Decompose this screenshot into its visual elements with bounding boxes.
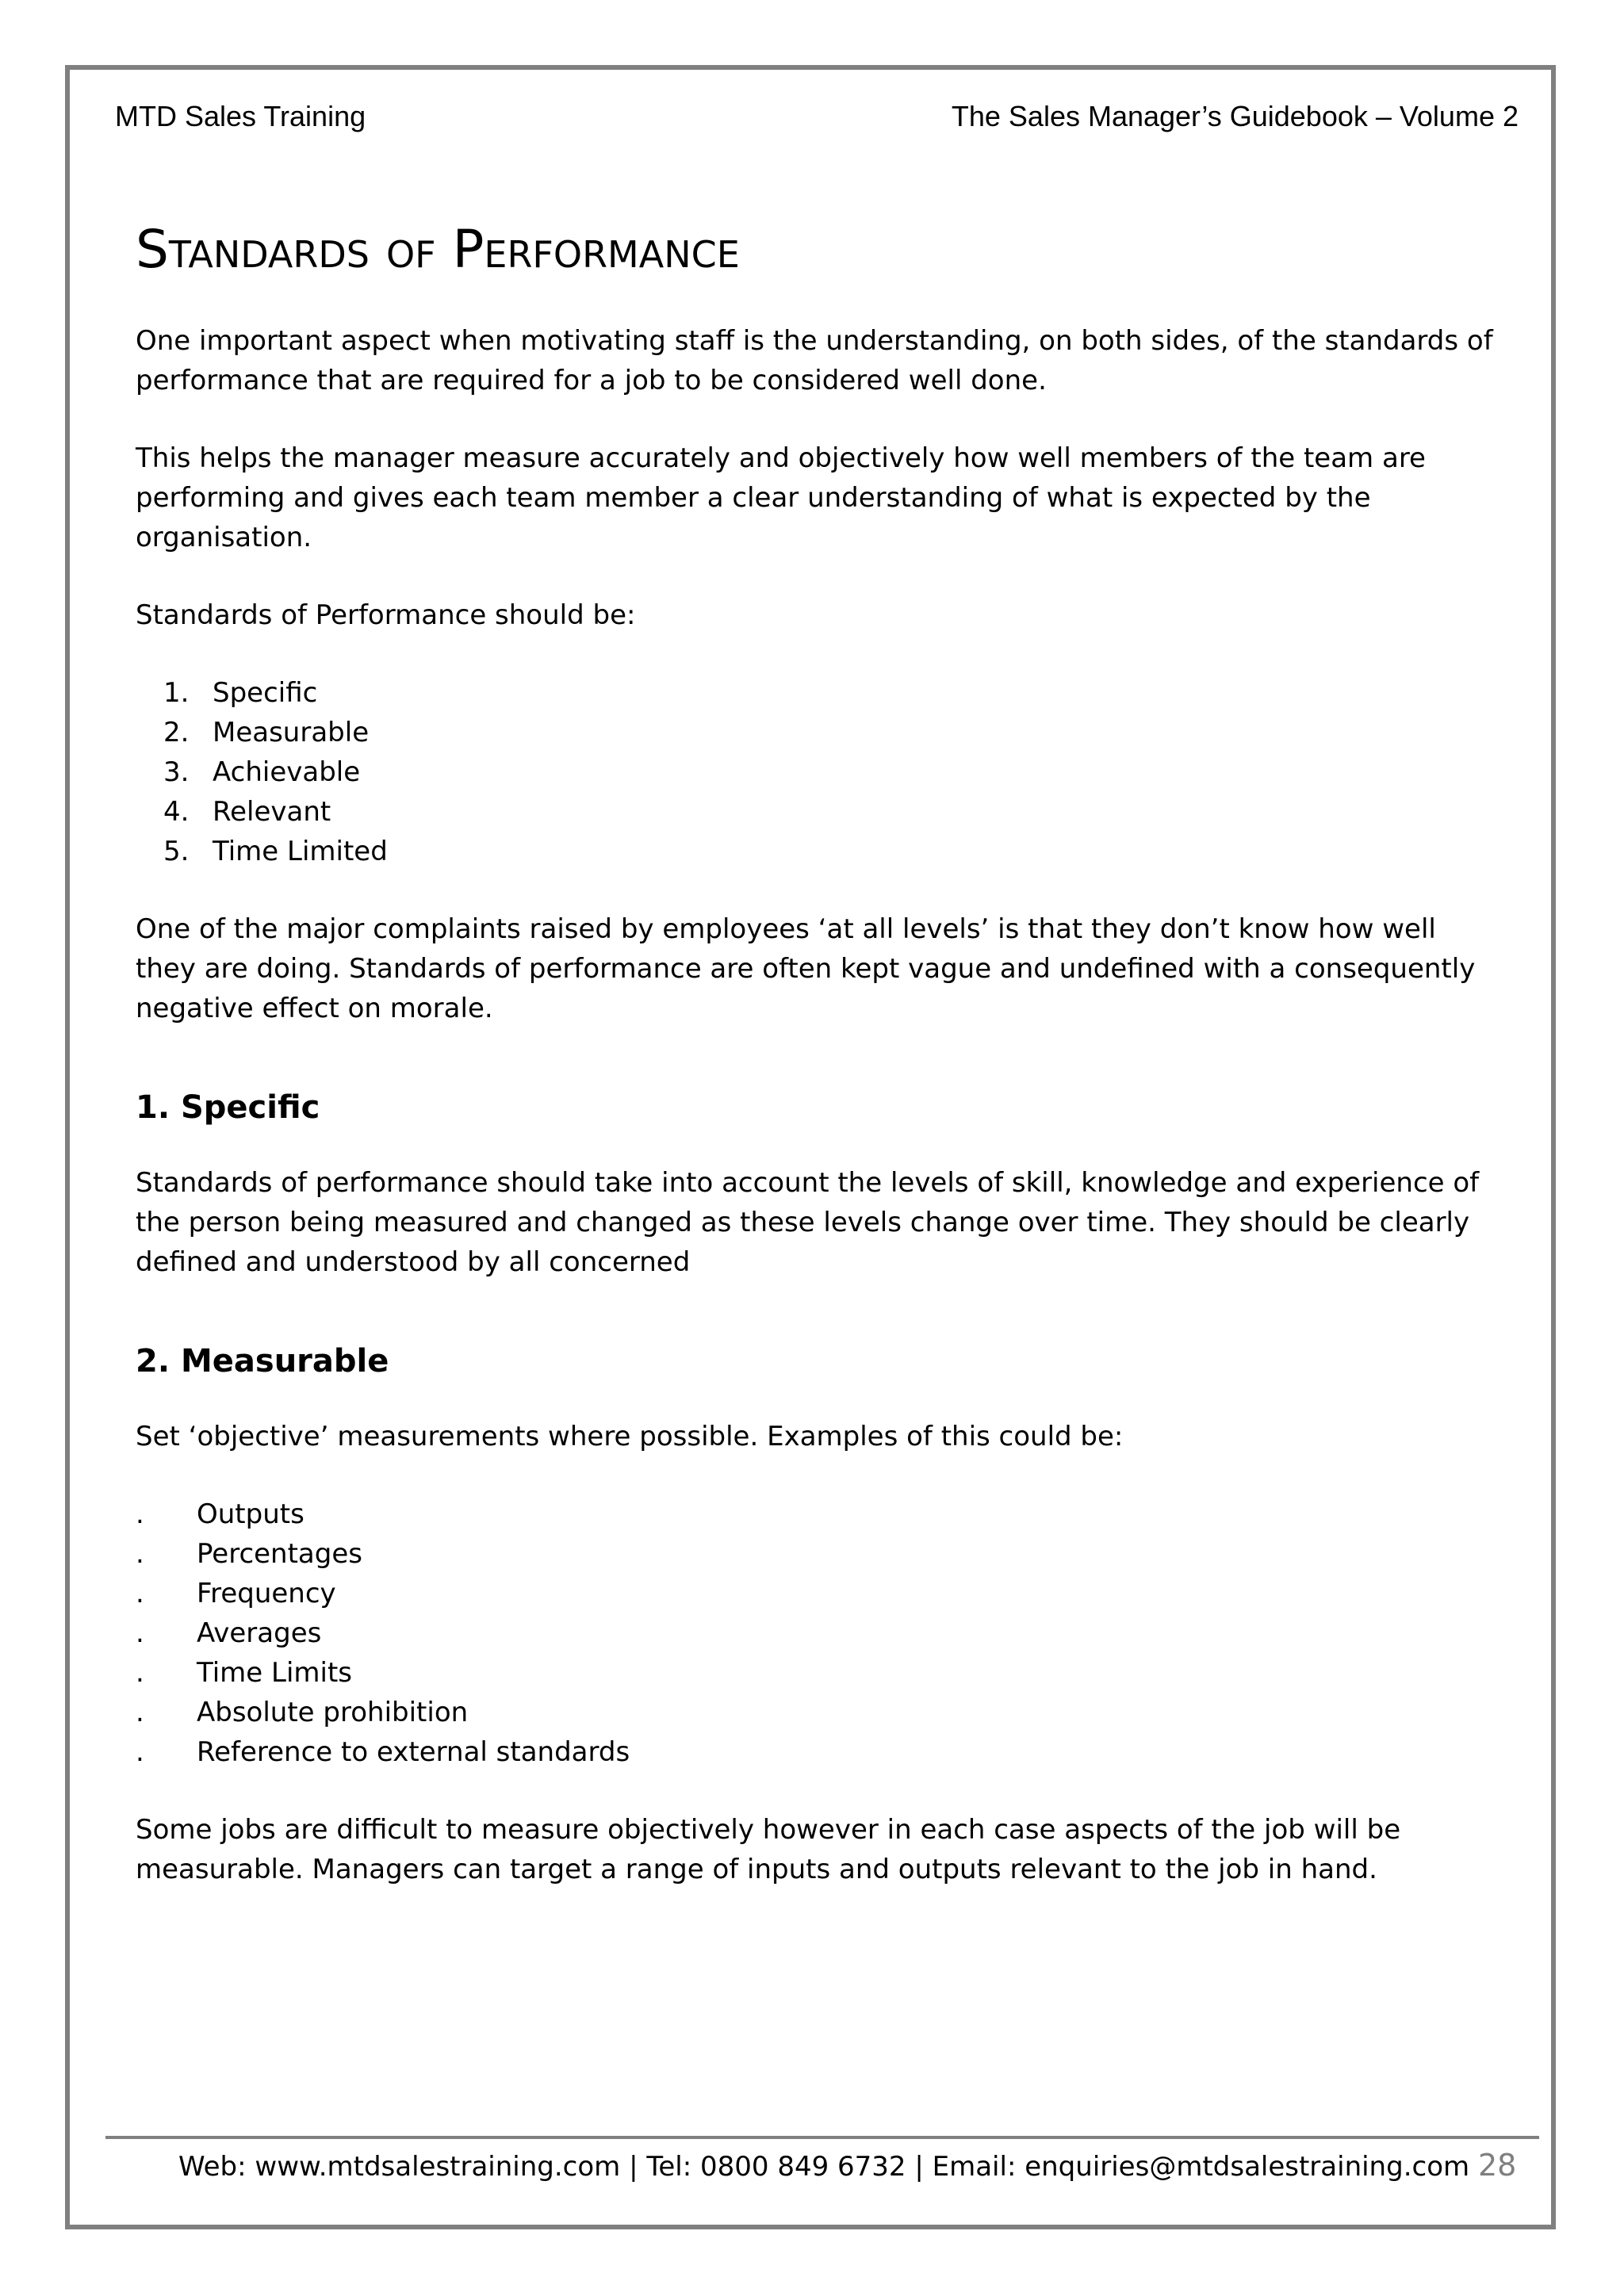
page-title: Standards of Performance — [136, 219, 740, 280]
measurable-closing-paragraph: Some jobs are difficult to measure objectively however in each case aspects of the job will be measurable. Managers can target a range of inputs and outputs relevant to the job in hand. — [136, 1814, 1401, 1885]
bullet-marker: . — [136, 1578, 144, 1609]
footer-contact-info: Web: www.mtdsalestraining.com | Tel: 0800 849 6732 | Email: enquiries@mtdsalestraining.com — [178, 2151, 1470, 2183]
bullet-marker: . — [136, 1617, 144, 1649]
list-item-label: Relevant — [213, 796, 331, 828]
bullet-marker: . — [136, 1498, 144, 1530]
list-item-number: 5. — [163, 836, 190, 867]
list-item-label: Specific — [213, 677, 318, 709]
section-heading-measurable: 2. Measurable — [136, 1343, 389, 1380]
list-item — [136, 1732, 1500, 1772]
bullet-marker: . — [136, 1697, 144, 1728]
page-content — [136, 214, 1500, 1927]
list-item — [136, 1653, 1500, 1693]
list-item-label: Achievable — [213, 756, 361, 788]
specific-paragraph: Standards of performance should take into account the levels of skill, knowledge and experience of the person being measured and changed as these levels change over time. They should be clearly defined and understood by all concerned — [136, 1167, 1480, 1278]
header-company-name: MTD Sales Training — [115, 100, 366, 132]
footer — [178, 2143, 1516, 2189]
list-item — [136, 752, 1500, 792]
bullet-marker: . — [136, 1657, 144, 1689]
list-item-number: 2. — [163, 717, 190, 748]
list-item — [136, 713, 1500, 752]
list-item-label: Reference to external standards — [197, 1736, 630, 1768]
complaints-paragraph: One of the major complaints raised by employees ‘at all levels’ is that they don’t know how well they are doing. Standards of performance are often kept vague and undefined with a consequently negative effect on morale. — [136, 913, 1476, 1024]
list-item — [136, 1613, 1500, 1653]
header-book-title: The Sales Manager’s Guidebook – Volume 2 — [951, 100, 1519, 132]
list-item — [136, 1494, 1500, 1534]
bullet-marker: . — [136, 1736, 144, 1768]
criteria-list — [136, 673, 1500, 871]
measurable-intro-paragraph: Set ‘objective’ measurements where possible. Examples of this could be: — [136, 1421, 1124, 1452]
intro-paragraph-1: One important aspect when motivating staff is the understanding, on both sides, of the standards of performance that are required for a job to be considered well done. — [136, 325, 1493, 396]
list-item-number: 1. — [163, 677, 190, 709]
list-item — [136, 792, 1500, 832]
list-item-label: Percentages — [197, 1538, 362, 1570]
list-item-label: Measurable — [213, 717, 370, 748]
list-item — [136, 832, 1500, 871]
list-item-label: Outputs — [197, 1498, 304, 1530]
list-item — [136, 1574, 1500, 1613]
list-item-label: Frequency — [197, 1578, 336, 1609]
list-item — [136, 1534, 1500, 1574]
bullet-marker: . — [136, 1538, 144, 1570]
list-item-number: 4. — [163, 796, 190, 828]
list-item-label: Time Limits — [197, 1657, 353, 1689]
measurement-examples-list — [136, 1494, 1500, 1772]
intro-paragraph-3: Standards of Performance should be: — [136, 599, 636, 631]
list-item-label: Absolute prohibition — [197, 1697, 469, 1728]
section-heading-specific: 1. Specific — [136, 1089, 320, 1126]
list-item — [136, 673, 1500, 713]
page-number: 28 — [1477, 2148, 1517, 2183]
list-item-label: Time Limited — [213, 836, 388, 867]
footer-divider — [105, 2136, 1539, 2139]
list-item — [136, 1693, 1500, 1732]
list-item-number: 3. — [163, 756, 190, 788]
list-item-label: Averages — [197, 1617, 322, 1649]
intro-paragraph-2: This helps the manager measure accurately and objectively how well members of the team are performing and gives each team member a clear understanding of what is expected by the organisation. — [136, 442, 1426, 553]
